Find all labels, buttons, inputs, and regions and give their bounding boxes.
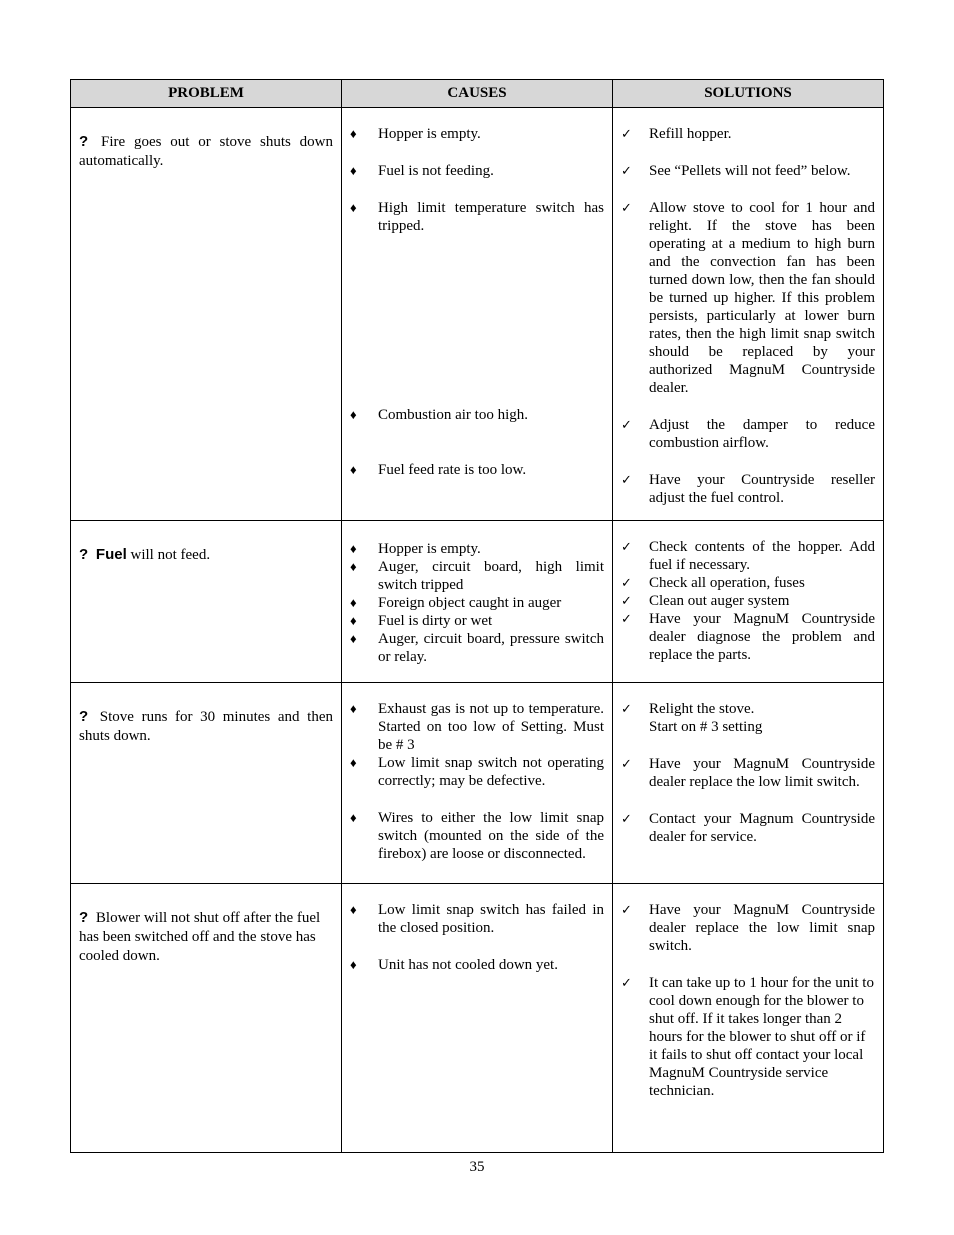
- cause-text: Hopper is empty.: [378, 126, 481, 142]
- solutions-list: [621, 700, 875, 846]
- solution-item: [621, 574, 875, 592]
- solution-text: Clean out auger system: [649, 593, 790, 609]
- cause-text: Combustion air too high.: [378, 407, 528, 423]
- diamond-bullet-icon: ♦: [350, 595, 357, 610]
- cause-item: [350, 125, 604, 143]
- question-mark-icon: ?: [79, 133, 89, 150]
- solution-item: [621, 755, 875, 791]
- cause-item: [350, 901, 604, 937]
- cause-text: Wires to either the low limit snap switch (mounted on the side of the firebox) are loose or disconnected.: [378, 810, 604, 862]
- problem-cell: [71, 521, 342, 683]
- diamond-bullet-icon: ♦: [350, 407, 357, 422]
- cause-text: Hopper is empty.: [378, 541, 481, 557]
- cause-item: [350, 700, 604, 754]
- solution-text: Start on # 3 setting: [649, 719, 763, 735]
- check-icon: ✓: [621, 472, 632, 487]
- header-causes: CAUSES: [342, 80, 613, 108]
- problem-text: Fire goes out or stove shuts down automatically.: [79, 134, 333, 169]
- problem-bold-word: Fuel: [95, 546, 127, 563]
- solution-item: [621, 199, 875, 397]
- solution-text: Have your MagnuM Countryside dealer replace the low limit switch.: [649, 756, 875, 790]
- cause-text: Auger, circuit board, pressure switch or relay.: [378, 631, 604, 665]
- causes-cell: [342, 108, 613, 521]
- problem-cell: [71, 884, 342, 1153]
- solutions-list: [621, 901, 875, 1100]
- problem-text: Blower will not shut off after the fuel has been switched off and the stove has cooled down.: [79, 910, 321, 964]
- diamond-bullet-icon: ♦: [350, 810, 357, 825]
- cause-text: Fuel feed rate is too low.: [378, 462, 527, 478]
- check-icon: ✓: [621, 593, 632, 608]
- page-number: 35: [469, 1159, 485, 1175]
- table-row: [71, 521, 884, 683]
- table-header-row: [71, 80, 884, 108]
- solution-item: [621, 700, 875, 736]
- check-icon: ✓: [621, 902, 632, 917]
- cause-text: High limit temperature switch has tripped.: [378, 200, 604, 234]
- solution-text: Adjust the damper to reduce combustion airflow.: [649, 417, 875, 451]
- solution-item: [621, 810, 875, 846]
- check-icon: ✓: [621, 200, 632, 215]
- solution-text: Have your MagnuM Countryside dealer replace the low limit snap switch.: [649, 902, 875, 954]
- solution-item: [621, 974, 875, 1100]
- problem-cell: [71, 683, 342, 884]
- check-icon: ✓: [621, 539, 632, 554]
- cause-text: Unit has not cooled down yet.: [378, 957, 558, 973]
- table-row: [71, 683, 884, 884]
- cause-item: [350, 612, 604, 630]
- solution-text: Contact your Magnum Countryside dealer for service.: [649, 811, 875, 845]
- solution-item: [621, 610, 875, 664]
- diamond-bullet-icon: ♦: [350, 701, 357, 716]
- problem-text: will not feed.: [130, 547, 211, 563]
- cause-item: [350, 558, 604, 594]
- diamond-bullet-icon: ♦: [350, 559, 357, 574]
- solution-text: It can take up to 1 hour for the unit to cool down enough for the blower to shut off. If it takes longer than 2 hours for the blower to shut off or if it fails to shut off contact your local MagnuM Countryside service technician.: [649, 975, 874, 1099]
- solution-text: Allow stove to cool for 1 hour and relight. If the stove has been operating at a medium to high burn and the convection fan has been turned down low, then the fan should be turned up higher. If this problem persists, particularly at lower burn rates, then the high limit snap switch should be replaced by your authorized MagnuM Countryside dealer.: [649, 200, 875, 396]
- diamond-bullet-icon: ♦: [350, 163, 357, 178]
- problem-text: Stove runs for 30 minutes and then shuts down.: [79, 709, 333, 744]
- solution-item: [621, 471, 875, 507]
- cause-item: [350, 754, 604, 790]
- problem-text-wrap: [79, 132, 333, 171]
- cause-item: [350, 162, 604, 180]
- solution-text: Check all operation, fuses: [649, 575, 805, 591]
- diamond-bullet-icon: ♦: [350, 631, 357, 646]
- solution-text: Have your MagnuM Countryside dealer diagnose the problem and replace the parts.: [649, 611, 875, 663]
- cause-item: [350, 199, 604, 235]
- check-icon: ✓: [621, 417, 632, 432]
- cause-item: [350, 540, 604, 558]
- solution-text: Have your Countryside reseller adjust the fuel control.: [649, 472, 875, 506]
- cause-item: [350, 956, 604, 974]
- diamond-bullet-icon: ♦: [350, 200, 357, 215]
- check-icon: ✓: [621, 975, 632, 990]
- cause-text: Low limit snap switch has failed in the closed position.: [378, 902, 604, 936]
- diamond-bullet-icon: ♦: [350, 755, 357, 770]
- diamond-bullet-icon: ♦: [350, 462, 357, 477]
- cause-item: [350, 461, 604, 479]
- header-problem: PROBLEM: [71, 80, 342, 108]
- check-icon: ✓: [621, 811, 632, 826]
- solutions-list: [621, 125, 875, 507]
- cause-item: [350, 406, 604, 424]
- troubleshooting-table: [70, 79, 884, 1153]
- question-mark-icon: ?: [79, 909, 89, 926]
- cause-item: [350, 630, 604, 666]
- cause-text: Fuel is dirty or wet: [378, 613, 493, 629]
- cause-text: Fuel is not feeding.: [378, 163, 494, 179]
- cause-text: Auger, circuit board, high limit switch tripped: [378, 559, 604, 593]
- check-icon: ✓: [621, 126, 632, 141]
- diamond-bullet-icon: ♦: [350, 957, 357, 972]
- check-icon: ✓: [621, 611, 632, 626]
- header-solutions: SOLUTIONS: [613, 80, 884, 108]
- diamond-bullet-icon: ♦: [350, 902, 357, 917]
- solutions-cell: [613, 521, 884, 683]
- solution-text: Relight the stove.: [649, 701, 755, 717]
- problem-text-wrap: [79, 908, 333, 966]
- causes-list: [350, 540, 604, 666]
- solution-text: Refill hopper.: [649, 126, 732, 142]
- solution-item: [621, 901, 875, 955]
- cause-text: Low limit snap switch not operating correctly; may be defective.: [378, 755, 604, 789]
- cause-item: [350, 594, 604, 612]
- causes-cell: [342, 521, 613, 683]
- question-mark-icon: ?: [79, 708, 89, 725]
- solution-item: [621, 162, 875, 180]
- check-icon: ✓: [621, 701, 632, 716]
- cause-item: [350, 809, 604, 863]
- diamond-bullet-icon: ♦: [350, 126, 357, 141]
- causes-cell: [342, 683, 613, 884]
- solution-item: [621, 416, 875, 452]
- solution-text: See “Pellets will not feed” below.: [649, 163, 851, 179]
- solution-text: Check contents of the hopper. Add fuel if necessary.: [649, 539, 875, 573]
- causes-cell: [342, 884, 613, 1153]
- check-icon: ✓: [621, 575, 632, 590]
- causes-list: [350, 700, 604, 863]
- table-row: [71, 108, 884, 521]
- check-icon: ✓: [621, 756, 632, 771]
- problem-cell: [71, 108, 342, 521]
- solution-item: [621, 125, 875, 143]
- solutions-cell: [613, 683, 884, 884]
- cause-text: Foreign object caught in auger: [378, 595, 562, 611]
- problem-text-wrap: [79, 545, 333, 565]
- causes-list: [350, 901, 604, 974]
- solution-item: [621, 592, 875, 610]
- solutions-cell: [613, 884, 884, 1153]
- cause-text: Exhaust gas is not up to temperature. Started on too low of Setting. Must be # 3: [378, 701, 604, 753]
- causes-list: [350, 125, 604, 479]
- question-mark-icon: ?: [79, 546, 89, 563]
- diamond-bullet-icon: ♦: [350, 541, 357, 556]
- solutions-cell: [613, 108, 884, 521]
- check-icon: ✓: [621, 163, 632, 178]
- problem-text-wrap: [79, 707, 333, 746]
- solution-item: [621, 538, 875, 574]
- table-row: [71, 884, 884, 1153]
- diamond-bullet-icon: ♦: [350, 613, 357, 628]
- solutions-list: [621, 538, 875, 664]
